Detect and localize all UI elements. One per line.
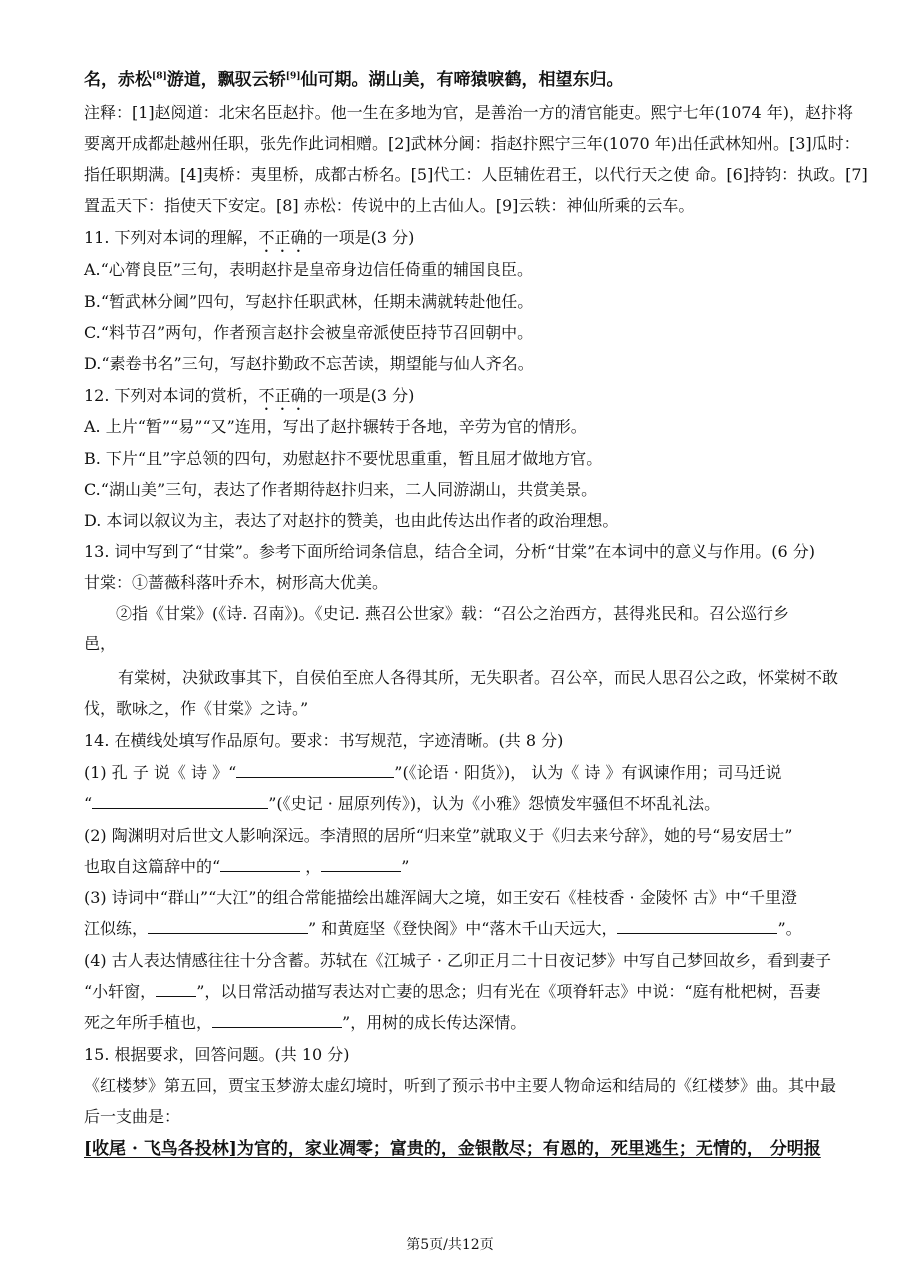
question-text: “ [84,794,93,813]
q15-passage: 《红楼梦》第五回，贾宝玉梦游太虚幻境时，听到了预示书中主要人物命运和结局的《红楼梦》曲。其中最 [84,1076,837,1095]
entry-gantang-1: 甘棠：①蔷薇科落叶乔木，树形高大优美。 [84,573,389,592]
q14-item-4-cont [84,982,821,1002]
option-d: D. 本词以叙议为主，表达了对赵抃的赞美，也由此传达出作者的政治理想。 [84,511,619,530]
question-15: 15. 根据要求，回答问题。(共 10 分) [84,1045,350,1064]
question-text: ”，用树的成长传达深情。 [342,1013,527,1032]
answer-blank[interactable] [236,763,394,778]
answer-blank[interactable] [156,982,196,997]
question-text: ”，以日常活动描写表达对亡妻的思念；归有光在《项脊轩志》中说：“庭有枇杷树，吾妻 [196,982,821,1001]
option-a: A. 上片“暂”“易”“又”连用，写出了赵抃辗转于各地，辛劳为官的情形。 [84,417,587,436]
annotation-line: 指任职期满。[4]夷桥：夷里桥，成都古桥名。[5]代工：人臣辅佐君王，以代行天之使 命。[6]持钧：执政。[7] [84,165,868,184]
annotation-line: 注释：[1]赵阅道：北宋名臣赵抃。他一生在多地为官，是善治一方的清官能吏。熙宁七年(1074 年)，赵抃将 [84,103,853,122]
song-lyrics: 为官的，家业凋零；富贵的，金银散尽；有恩的，死里逃生；无情的， 分明报 [236,1139,821,1159]
answer-blank[interactable] [220,857,300,872]
poem-text: 仙可期。湖山美，有啼猿唳鹤，相望东归。 [300,70,624,90]
entry-gantang-3-cont: 伐，歌咏之，作《甘棠》之诗。” [84,699,309,718]
poem-ending-line [84,70,624,90]
question-text: 也取自这篇辞中的“ [84,857,221,876]
question-text: “小轩窗， [84,982,157,1001]
q14-item-4: (4) 古人表达情感往往十分含蓄。苏轼在《江城子 · 乙卯正月二十日夜记梦》中写自己梦回故乡，看到妻子 [84,951,832,970]
q14-item-4-cont2 [84,1013,526,1033]
option-b: B. 下片“且”字总领的四句，劝慰赵抃不要忧思重重，暂且屈才做地方官。 [84,449,603,468]
option-b: B.“暂武林分阃”四句，写赵抃任职武林，任期未满就转赴他任。 [84,292,534,311]
annotation-line: 置盂天下：指使天下安定。[8] 赤松：传说中的上古仙人。[9]云轶：神仙所乘的云车。 [84,196,695,215]
song-title: [收尾 · 飞鸟各投林] [84,1139,237,1159]
q14-item-3: (3) 诗词中“群山”“大江”的组合常能描绘出雄浑阔大之境，如王安石《桂枝香 · 金陵怀 古》中“千里澄 [84,888,797,907]
question-11 [84,228,414,256]
q14-item-2: (2) 陶渊明对后世文人影响深远。李清照的居所“归来堂”就取义于《归去来兮辞》，她的号“易安居士” [84,826,793,845]
question-text: 11. 下列对本词的理解， [84,228,259,247]
question-13: 13. 词中写到了“甘棠”。参考下面所给词条信息，结合全词，分析“甘棠”在本词中的意义与作用。(6 分) [84,542,816,561]
answer-blank[interactable] [92,794,268,809]
question-text: ” 和黄庭坚《登快阁》中“落木千山天远大， [308,919,618,938]
question-text: 的一项是(3 分) [306,386,415,405]
emphasis-word: 不正确 [258,386,307,405]
q15-passage-cont: 后一支曲是： [84,1107,181,1126]
question-text: 江似练， [84,919,149,938]
poem-text: 游道，飘驭云轿 [166,70,286,90]
question-text: ” [401,857,410,876]
page-number: 第5页/共12页 [406,1237,494,1253]
question-text: ”(《史记 · 屈原列传》)，认为《小雅》怨愤发牢骚但不坏乱礼法。 [268,794,721,813]
answer-blank[interactable] [617,919,777,934]
annotation-line: 要离开成都赴越州任职，张先作此词相赠。[2]武林分阃：指赵抃熙宁三年(1070 年)出任武林知州。[3]瓜时： [84,134,860,153]
note-marker: [8] [152,71,167,82]
answer-blank[interactable] [212,1013,342,1028]
entry-gantang-2-cont: 邑， [84,634,117,653]
q14-item-1 [84,763,781,783]
q14-item-3-cont [84,919,802,939]
question-14: 14. 在横线处填写作品原句。要求：书写规范，字迹清晰。(共 8 分) [84,731,564,750]
question-text: ”。 [777,919,802,938]
poem-text: 名，赤松 [84,70,152,90]
question-text: ”(《论语 · 阳货》)， 认为《 诗 》有讽谏作用；司马迁说 [394,763,782,782]
question-text: (1) 孔 子 说《 诗 》“ [84,763,237,782]
option-a: A.“心膂良臣”三句，表明赵抃是皇帝身边信任倚重的辅国良臣。 [84,260,534,279]
q14-item-2-cont [84,857,409,877]
entry-gantang-2: ②指《甘棠》(《诗. 召南》)。《史记. 燕召公世家》载：“召公之治西方，甚得兆民和。召公巡行乡 [116,604,790,623]
question-12 [84,386,414,414]
emphasis-word: 不正确 [258,228,307,247]
q15-quote [84,1139,821,1159]
question-text: 12. 下列对本词的赏析， [84,386,259,405]
answer-blank[interactable] [148,919,308,934]
answer-blank[interactable] [321,857,401,872]
question-text: ， [300,857,322,876]
question-text: 死之年所手植也， [84,1013,213,1032]
option-c: C.“湖山美”三句，表达了作者期待赵抃归来，二人同游湖山，共赏美景。 [84,480,598,499]
entry-gantang-3: 有棠树，决狱政事其下，自侯伯至庶人各得其所，无失职者。召公卒，而民人思召公之政，怀棠树不敢 [118,668,839,687]
option-c: C.“料节召”两句，作者预言赵抃会被皇帝派使臣持节召回朝中。 [84,323,534,342]
note-marker: [9] [285,71,301,82]
q14-item-1-cont [84,794,720,814]
question-text: 的一项是(3 分) [306,228,415,247]
option-d: D.“素卷书名”三句，写赵抃勤政不忘苦读，期望能与仙人齐名。 [84,354,534,373]
